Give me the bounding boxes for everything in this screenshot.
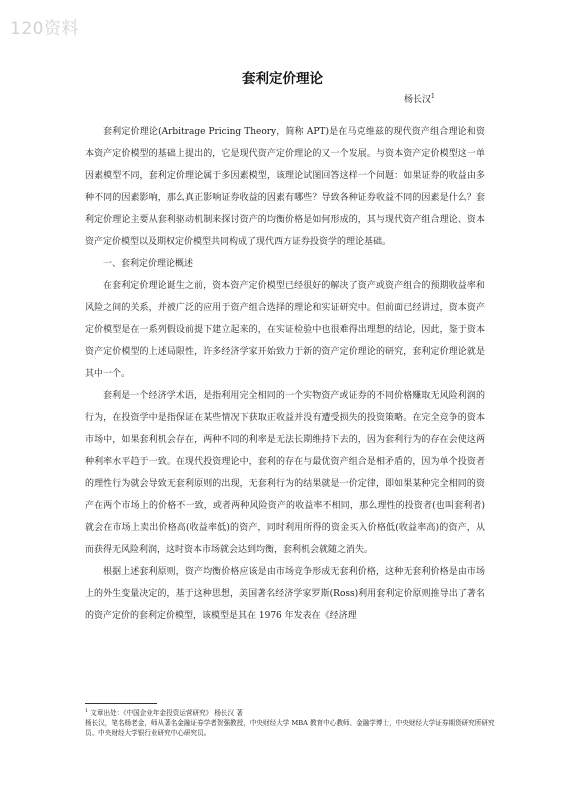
paragraph-intro: 套利定价理论(Arbitrage Pricing Theory，简称 APT)是在马克维兹的现代资产组合理论和资本资产定价模型的基础上提出的，它是现代资产定价理论的又一个发展。与资本资产定价模型这一单因素模型不同，套利定价理论属于多因素模型，该理论试图回答这样一个问题：如果证券的收益由多种不同的因素影响，那么真正影响证券收益的因素有哪些？导致各种证券收益不同的因素是什么？套利定价理论主要从套利驱动机制来探讨资产的均衡价格是如何形成的，其与现代资产组合理论、资本资产定价模型以及期权定价模型共同构成了现代西方证券投资学的理论基础。	[85, 127, 485, 247]
author-name: 杨长汉	[404, 95, 432, 105]
paragraph-ross-model: 根据上述套利原则，资产均衡价格应该是由市场竞争形成无套利价格，这种无套利价格是由市场上的外生变量决定的，基于这种思想，美国著名经济学家罗斯(Ross)利用套利定价原则推导出了著名的资产定价的套利定价模型，该模型是其在 1976 年发表在《经济理	[85, 567, 485, 621]
footnote-marker: 1	[431, 93, 435, 100]
footnote-source-text: 文章出处：《中国企业年金投资运营研究》 杨长汉 著	[88, 709, 243, 718]
footnote-divider	[85, 703, 157, 704]
footnotes	[85, 706, 495, 738]
section-heading: 一、套利定价理论概述	[103, 259, 194, 269]
author-line	[404, 92, 435, 105]
paragraph-arbitrage-definition: 套利是一个经济学术语，是指利用完全相同的一个实物资产或证券的不同价格赚取无风险利润的行为，在投资学中是指保证在某些情况下获取正收益并没有遭受损失的投资策略。在完全竞争的资本市场中，如果套利机会存在，两种不同的利率是无法长期维持下去的，因为套利行为的存在会使这两种利率水平趋于一致。在现代投资理论中，套利的存在与最优资产组合是相矛盾的，因为单个投资者的理性行为就会导致无套利原则的出现，无套利行为的结果就是一价定律，即如果某种完全相同的资产在两个市场上的价格不一致，或者两种风险资产的收益率不相同，那么理性的投资者(也叫套利者)就会在市场上卖出价格高(收益率低)的资产，同时利用所得的资金买入价格低(收益率高)的资产，从而获得无风险利润，这时资本市场就会达到均衡，套利机会就随之消失。	[85, 391, 485, 555]
footnote-source	[85, 706, 495, 718]
footnote-source-mark: 1	[85, 708, 89, 714]
footnote-author-bio: 杨长汉，笔名杨老金，师从著名金融证券学者贺强教授，中央财经大学 MBA 教育中心教师、金融学博士，中央财经大学证券期货研究所研究员、中央财经大学银行业研究中心研究员。	[85, 719, 495, 738]
paragraph-capm-limits: 在套利定价理论诞生之前，资本资产定价模型已经很好的解决了资产或资产组合的预期收益率和风险之间的关系，并被广泛的应用于资产组合选择的理论和实证研究中。但前面已经讲过，资本资产定价模型是在一系列假设前提下建立起来的，在实证检验中也很难得出理想的结论，因此，鉴于资本资产定价模型的上述局限性，许多经济学家开始致力于新的资产定价理论的研究，套利定价理论就是其中一个。	[85, 281, 485, 379]
page-title: 套利定价理论	[242, 71, 323, 87]
article-body	[85, 121, 485, 627]
watermark: 120资料	[10, 19, 79, 39]
